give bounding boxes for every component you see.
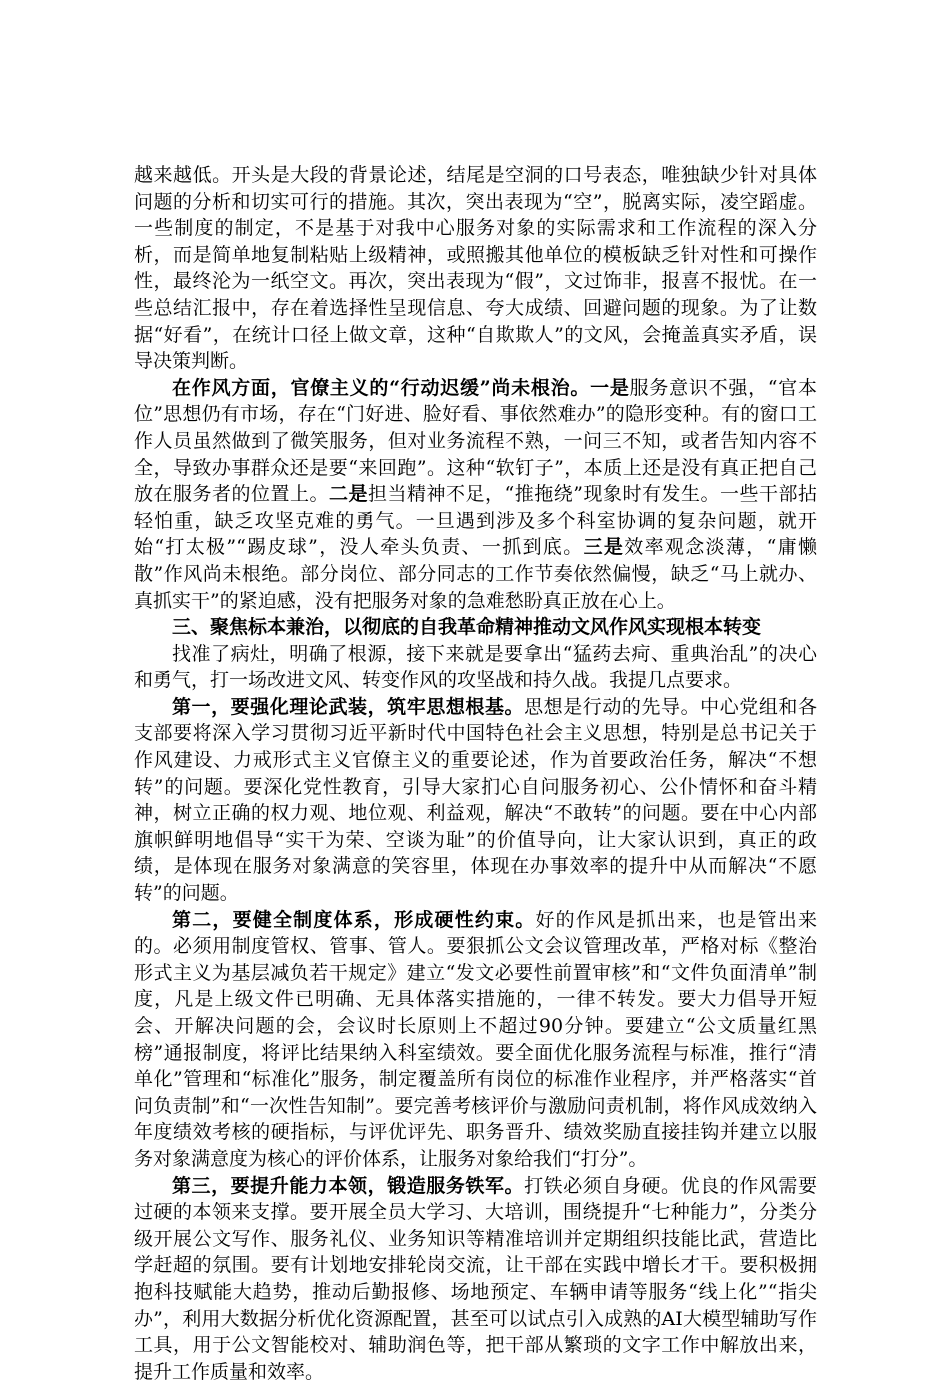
bold-text-run: 三是 bbox=[583, 536, 625, 559]
text-run: 打铁必须自身硬。优良的作风需要过硬的本领来支撑。要开展全员大学习、大培训，围绕提升“七种能力”，分类分级开展公文写作、服务礼仪、业务知识等精准培训并定期组织技能比武，营造比学赶超的氛围。要有计划地安排轮岗交流，让干部在实践中增长才干。要积极拥抱科技赋能大趋势，推动后勤报修、场地预定、车辆申请等服务“线上化”“指尖办”，利用大数据分析优化资源配置，甚至可以试点引入成熟的AI大模型辅助写作工具，用于公文智能校对、辅助润色等，把干部从繁琐的文字工作中解放出来，提升工作质量和效率。 bbox=[134, 1174, 817, 1383]
paragraph-p5 bbox=[134, 694, 817, 907]
paragraph-p7 bbox=[134, 1173, 817, 1385]
bold-text-run: 第一，要强化理论武装，筑牢思想根基。 bbox=[172, 695, 525, 718]
paragraph-p4 bbox=[134, 641, 817, 694]
text-run: 找准了病灶，明确了根源，接下来就是要拿出“猛药去疴、重典治乱”的决心和勇气，打一场改进文风、转变作风的攻坚战和持久战。我提几点要求。 bbox=[134, 642, 817, 692]
paragraph-p2 bbox=[134, 375, 817, 614]
bold-text-run: 第二，要健全制度体系，形成硬性约束。 bbox=[172, 908, 536, 931]
bold-text-run: 在作风方面，官僚主义的“行动迟缓”尚未根治。 bbox=[172, 376, 591, 399]
bold-text-run: 二是 bbox=[329, 483, 369, 506]
bold-text-run: 一是 bbox=[590, 376, 630, 399]
text-run: 服务意识不强，“官本位”思想仍有市场，存在“门好进、脸好看、事依然难办”的隐形变种。有的窗口工作人员虽然做到了微笑服务，但对业务流程不熟，一问三不知，或者告知内容不全，导致办事群众还是要“来回跑”。这种“软钉子”，本质上还是没有真正把自己放在服务者的位置上。 bbox=[134, 376, 817, 506]
paragraph-p1 bbox=[134, 162, 817, 375]
text-run: 好的作风是抓出来，也是管出来的。必须用制度管权、管事、管人。要狠抓公文会议管理改革，严格对标《整治形式主义为基层减负若干规定》建立“发文必要性前置审核”和“文件负面清单”制度，凡是上级文件已明确、无具体落实措施的，一律不转发。要大力倡导开短会、开解决问题的会，会议时长原则上不超过90分钟。要建立“公文质量红黑榜”通报制度，将评比结果纳入科室绩效。要全面优化服务流程与标准，推行“清单化”管理和“标准化”服务，制定覆盖所有岗位的标准作业程序，并严格落实“首问负责制”和“一次性告知制”。要完善考核评价与激励问责机制，将作风成效纳入年度绩效考核的硬指标，与评优评先、职务晋升、绩效奖励直接挂钩并建立以服务对象满意度为核心的评价体系，让服务对象给我们“打分”。 bbox=[134, 908, 817, 1170]
bold-text-run: 第三，要提升能力本领，锻造服务铁军。 bbox=[172, 1174, 525, 1197]
text-run: 担当精神不足，“推拖绕”现象时有发生。一些干部拈轻怕重，缺乏攻坚克难的勇气。一旦遇到涉及多个科室协调的复杂问题，就开始“打太极”“踢皮球”，没人牵头负责、一抓到底。 bbox=[134, 483, 817, 559]
document-body bbox=[134, 162, 817, 1385]
text-run: 效率观念淡薄，“庸懒散”作风尚未根绝。部分岗位、部分同志的工作节奏依然偏慢，缺乏“马上就办、真抓实干”的紧迫感，没有把服务对象的急难愁盼真正放在心上。 bbox=[134, 536, 817, 612]
bold-text-run: 三、聚焦标本兼治，以彻底的自我革命精神推动文风作风实现根本转变 bbox=[172, 616, 762, 639]
text-run: 越来越低。开头是大段的背景论述，结尾是空洞的口号表态，唯独缺少针对具体问题的分析和切实可行的措施。其次，突出表现为“空”，脱离实际，凌空蹈虚。一些制度的制定，不是基于对我中心服务对象的实际需求和工作流程的深入分析，而是简单地复制粘贴上级精神，或照搬其他单位的模板缺乏针对性和可操作性，最终沦为一纸空文。再次，突出表现为“假”，文过饰非，报喜不报忧。在一些总结汇报中，存在着选择性呈现信息、夸大成绩、回避问题的现象。为了让数据“好看”，在统计口径上做文章，这种“自欺欺人”的文风，会掩盖真实矛盾，误导决策判断。 bbox=[134, 164, 817, 373]
paragraph-p3 bbox=[134, 614, 817, 641]
paragraph-p6 bbox=[134, 907, 817, 1173]
text-run: 思想是行动的先导。中心党组和各支部要将深入学习贯彻习近平新时代中国特色社会主义思想，特别是总书记关于作风建设、力戒形式主义官僚主义的重要论述，作为首要政治任务，解决“不想转”的问题。要深化党性教育，引导大家扪心自问服务初心、公仆情怀和奋斗精神，树立正确的权力观、地位观、利益观，解决“不敢转”的问题。要在中心内部旗帜鲜明地倡导“实干为荣、空谈为耻”的价值导向，让大家认识到，真正的政绩，是体现在服务对象满意的笑容里，体现在办事效率的提升中从而解决“不愿转”的问题。 bbox=[134, 695, 817, 905]
